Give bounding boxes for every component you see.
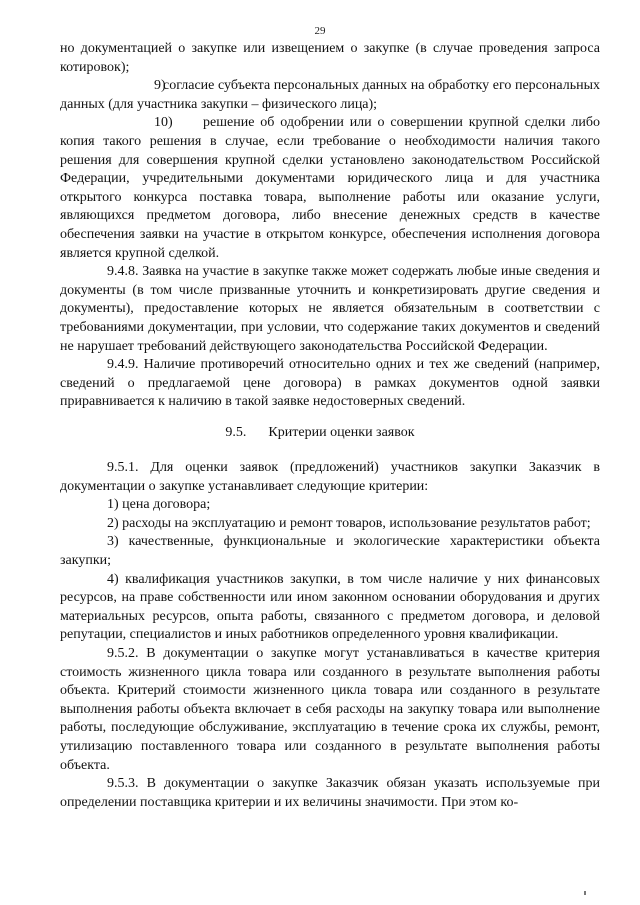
- list-item-number: 10): [154, 115, 173, 131]
- text-block-lower: [60, 459, 600, 812]
- criterion-3: 3) качественные, функциональные и экологические характеристики объекта закупки;: [60, 534, 600, 568]
- paragraph-9-5-3: 9.5.3. В документации о закупке Заказчик обязан указать используемые при определении поставщика критерии и их величины значимости. При этом ко-: [60, 776, 600, 810]
- paragraph-9-5-1: 9.5.1. Для оценки заявок (предложений) участников закупки Заказчик в документации о закупке устанавливает следующие критерии:: [60, 460, 600, 494]
- section-heading: [0, 425, 640, 441]
- criterion-4: 4) квалификация участников закупки, в том числе наличие у них финансовых ресурсов, на праве собственности или ином законном основании оборудования и других материальных ресурсов, опыта работы, связанного с предметом договора, и деловой репутации, специалистов и иных работников определенного уровня квалификации.: [60, 571, 600, 643]
- text-block-upper: [60, 40, 600, 412]
- list-item-9: [60, 77, 600, 114]
- paragraph-continuation: но документацией о закупке или извещением о закупке (в случае проведения запроса котировок);: [60, 41, 600, 75]
- paragraph-9-5-2: 9.5.2. В документации о закупке могут устанавливаться в качестве критерия стоимость жизненного цикла товара или созданного в результате выполнения работы объекта. Критерий стоимости жизненного цикла товара или созданного в результате выполнения работы объекта включает в себя расходы на закупку товара или выполнение работы, последующие обслуживание, эксплуатацию в течение срока их службы, ремонт, утилизацию поставленного товара или созданного в результате выполнения работы объекта.: [60, 645, 600, 773]
- list-item-text: согласие субъекта персональных данных на обработку его персональных данных (для участника закупки – физического лица);: [60, 78, 600, 112]
- scan-edge-mark: [584, 891, 586, 895]
- paragraph-9-4-8: 9.4.8. Заявка на участие в закупке также может содержать любые иные сведения и документы (в том числе призванные уточнить и конкретизировать другие сведения и документы), предоставление которых не является обязательным в соответствии с требованиями документации, при условии, что содержание таких документов и сведений не нарушает требований действующего законодательства Российской Федерации.: [60, 264, 600, 354]
- list-item-number: 9): [154, 78, 166, 94]
- section-number: 9.5.: [225, 425, 247, 440]
- paragraph-9-4-9: 9.4.9. Наличие противоречий относительно одних и тех же сведений (например, сведений о предлагаемой цене договора) в рамках документов одной заявки приравнивается к наличию в такой заявке недостоверных сведений.: [60, 357, 600, 410]
- section-title: Критерии оценки заявок: [268, 425, 415, 440]
- page-number: 29: [314, 25, 326, 37]
- criterion-2: 2) расходы на эксплуатацию и ремонт товаров, использование результатов работ;: [107, 515, 591, 531]
- criterion-1: 1) цена договора;: [107, 497, 211, 513]
- list-item-text: решение об одобрении или о совершении крупной сделки либо копия такого решения в случае, если требование о необходимости наличия такого решения для совершения крупной сделки установлено законодательством Российской Федерации, учредительными документами юридического лица и для участника открытого конкурса поставка товара, выполнение работы или оказание услуги, являющихся предметом договора, либо внесение денежных средств в качестве обеспечения заявки на участие в открытом конкурсе, обеспечения исполнения договора является крупной сделкой.: [60, 115, 600, 261]
- list-item-10: [60, 114, 600, 263]
